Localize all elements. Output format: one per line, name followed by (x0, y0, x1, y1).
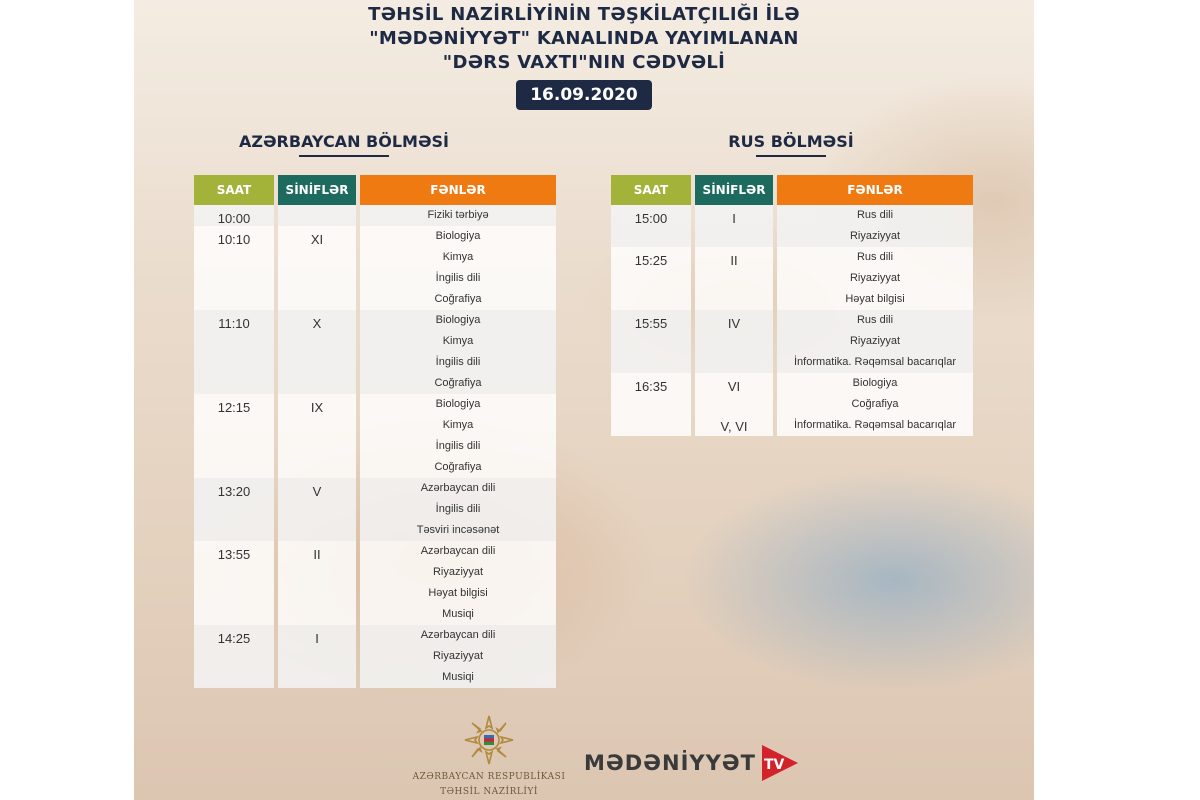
channel-wordmark: MƏDƏNİYYƏT (584, 751, 756, 775)
ministry-emblem-icon (461, 712, 517, 768)
column-header-sinifler: SİNİFLƏR (278, 175, 356, 205)
row-subject: İnformatika. Rəqəmsal bacarıqlar (793, 356, 956, 368)
row-grade: II (313, 547, 321, 562)
azerbaijan-table-body (194, 205, 556, 688)
ministry-name-line-2: TƏHSİL NAZİRLİYİ (440, 787, 538, 797)
row-grade: X (312, 316, 322, 331)
row-time: 15:25 (634, 253, 668, 268)
row-subject: Biologiya (435, 398, 481, 410)
row-grade: V (312, 484, 322, 499)
table-row (611, 205, 973, 247)
row-subject: İngilis dili (435, 503, 481, 515)
row-time: 15:00 (634, 211, 668, 226)
section-title-underline (299, 155, 389, 157)
column-header-sinifler: SİNİFLƏR (695, 175, 773, 205)
table-row (611, 373, 973, 436)
russian-section-title (654, 132, 928, 157)
row-time: 11:10 (218, 316, 250, 331)
table-row (194, 541, 556, 625)
row-grade-secondary: V, VI (720, 419, 748, 434)
table-row (194, 226, 556, 310)
row-grade: IV (727, 316, 741, 331)
row-subject: Biologiya (435, 314, 481, 326)
row-subject: Azərbaycan dili (420, 545, 496, 557)
table-row (194, 310, 556, 394)
section-title-underline (756, 155, 826, 157)
column-header-fenler: FƏNLƏR (360, 175, 556, 205)
poster-title-line-3: "DƏRS VAXTI"NIN CƏDVƏLİ (442, 52, 726, 73)
row-subject: Həyat bilgisi (428, 587, 488, 599)
row-time: 10:10 (217, 232, 251, 247)
row-subject: Fiziki tərbiyə (427, 209, 489, 221)
table-row (194, 205, 556, 226)
table-row (194, 394, 556, 478)
row-subject: Biologiya (435, 230, 481, 242)
column-header-saat: SAAT (194, 175, 274, 205)
row-subject: Kimya (442, 251, 474, 263)
row-subject: Azərbaycan dili (420, 629, 496, 641)
azerbaijan-schedule-table (194, 175, 556, 688)
table-header (611, 175, 973, 205)
table-row (194, 625, 556, 688)
row-time: 15:55 (634, 316, 668, 331)
row-subject: Riyaziyyat (849, 230, 901, 242)
row-time: 13:55 (217, 547, 251, 562)
row-subject: Biologiya (852, 377, 898, 389)
row-time: 13:20 (217, 484, 251, 499)
row-time: 16:35 (634, 379, 668, 394)
row-subject: Azərbaycan dili (420, 482, 496, 494)
table-header (194, 175, 556, 205)
row-subject: Coğrafiya (434, 293, 482, 305)
ministry-name-line-1: AZƏRBAYCAN RESPUBLİKASI (412, 772, 566, 782)
row-subject: Kimya (442, 419, 474, 431)
column-header-fenler: FƏNLƏR (777, 175, 973, 205)
row-grade: I (315, 631, 319, 646)
row-subject: Musiqi (442, 608, 474, 620)
row-grade: VI (727, 379, 741, 394)
row-subject: Rus dili (856, 209, 894, 221)
row-grade: II (730, 253, 738, 268)
row-subject: Kimya (442, 335, 474, 347)
tv-play-icon (758, 743, 800, 783)
azerbaijan-section-title (194, 132, 494, 157)
row-subject: Coğrafiya (851, 398, 899, 410)
row-subject: Riyaziyyat (432, 566, 484, 578)
row-grade: XI (310, 232, 324, 247)
table-row (194, 478, 556, 541)
row-time: 14:25 (217, 631, 251, 646)
row-subject: İngilis dili (435, 356, 481, 368)
column-header-saat: SAAT (611, 175, 691, 205)
ministry-logo (404, 712, 574, 798)
poster-title-line-2: "MƏDƏNİYYƏT" KANALINDA YAYIMLANAN (369, 28, 799, 49)
row-subject: İngilis dili (435, 440, 481, 452)
medeniyyet-tv-logo (584, 743, 800, 783)
row-grade: IX (310, 400, 324, 415)
row-subject: İnformatika. Rəqəmsal bacarıqlar (793, 419, 956, 431)
poster-title-line-1: TƏHSİL NAZİRLİYİNİN TƏŞKİLATÇILIĞI İLƏ (368, 4, 800, 25)
row-subject: Həyat bilgisi (845, 293, 905, 305)
row-subject: Coğrafiya (434, 377, 482, 389)
row-grade: I (732, 211, 736, 226)
row-subject: Musiqi (442, 671, 474, 683)
russian-schedule-table (611, 175, 973, 436)
row-subject: Rus dili (856, 251, 894, 263)
cell-background (278, 205, 356, 226)
row-subject: İngilis dili (435, 272, 481, 284)
row-time: 10:00 (217, 211, 251, 226)
date-badge: 16.09.2020 (516, 80, 652, 110)
row-subject: Rus dili (856, 314, 894, 326)
channel-badge-text: TV (763, 757, 785, 773)
russian-table-body (611, 205, 973, 436)
russian-section-title-text: RUS BÖLMƏSİ (728, 132, 854, 151)
table-row (611, 247, 973, 310)
table-row (611, 310, 973, 373)
row-subject: Riyaziyyat (849, 335, 901, 347)
schedule-poster (134, 0, 1034, 800)
row-subject: Riyaziyyat (432, 650, 484, 662)
row-time: 12:15 (217, 400, 251, 415)
azerbaijan-section-title-text: AZƏRBAYCAN BÖLMƏSİ (238, 132, 449, 151)
row-subject: Coğrafiya (434, 461, 482, 473)
row-subject: Riyaziyyat (849, 272, 901, 284)
row-subject: Təsviri incəsənət (416, 524, 500, 536)
